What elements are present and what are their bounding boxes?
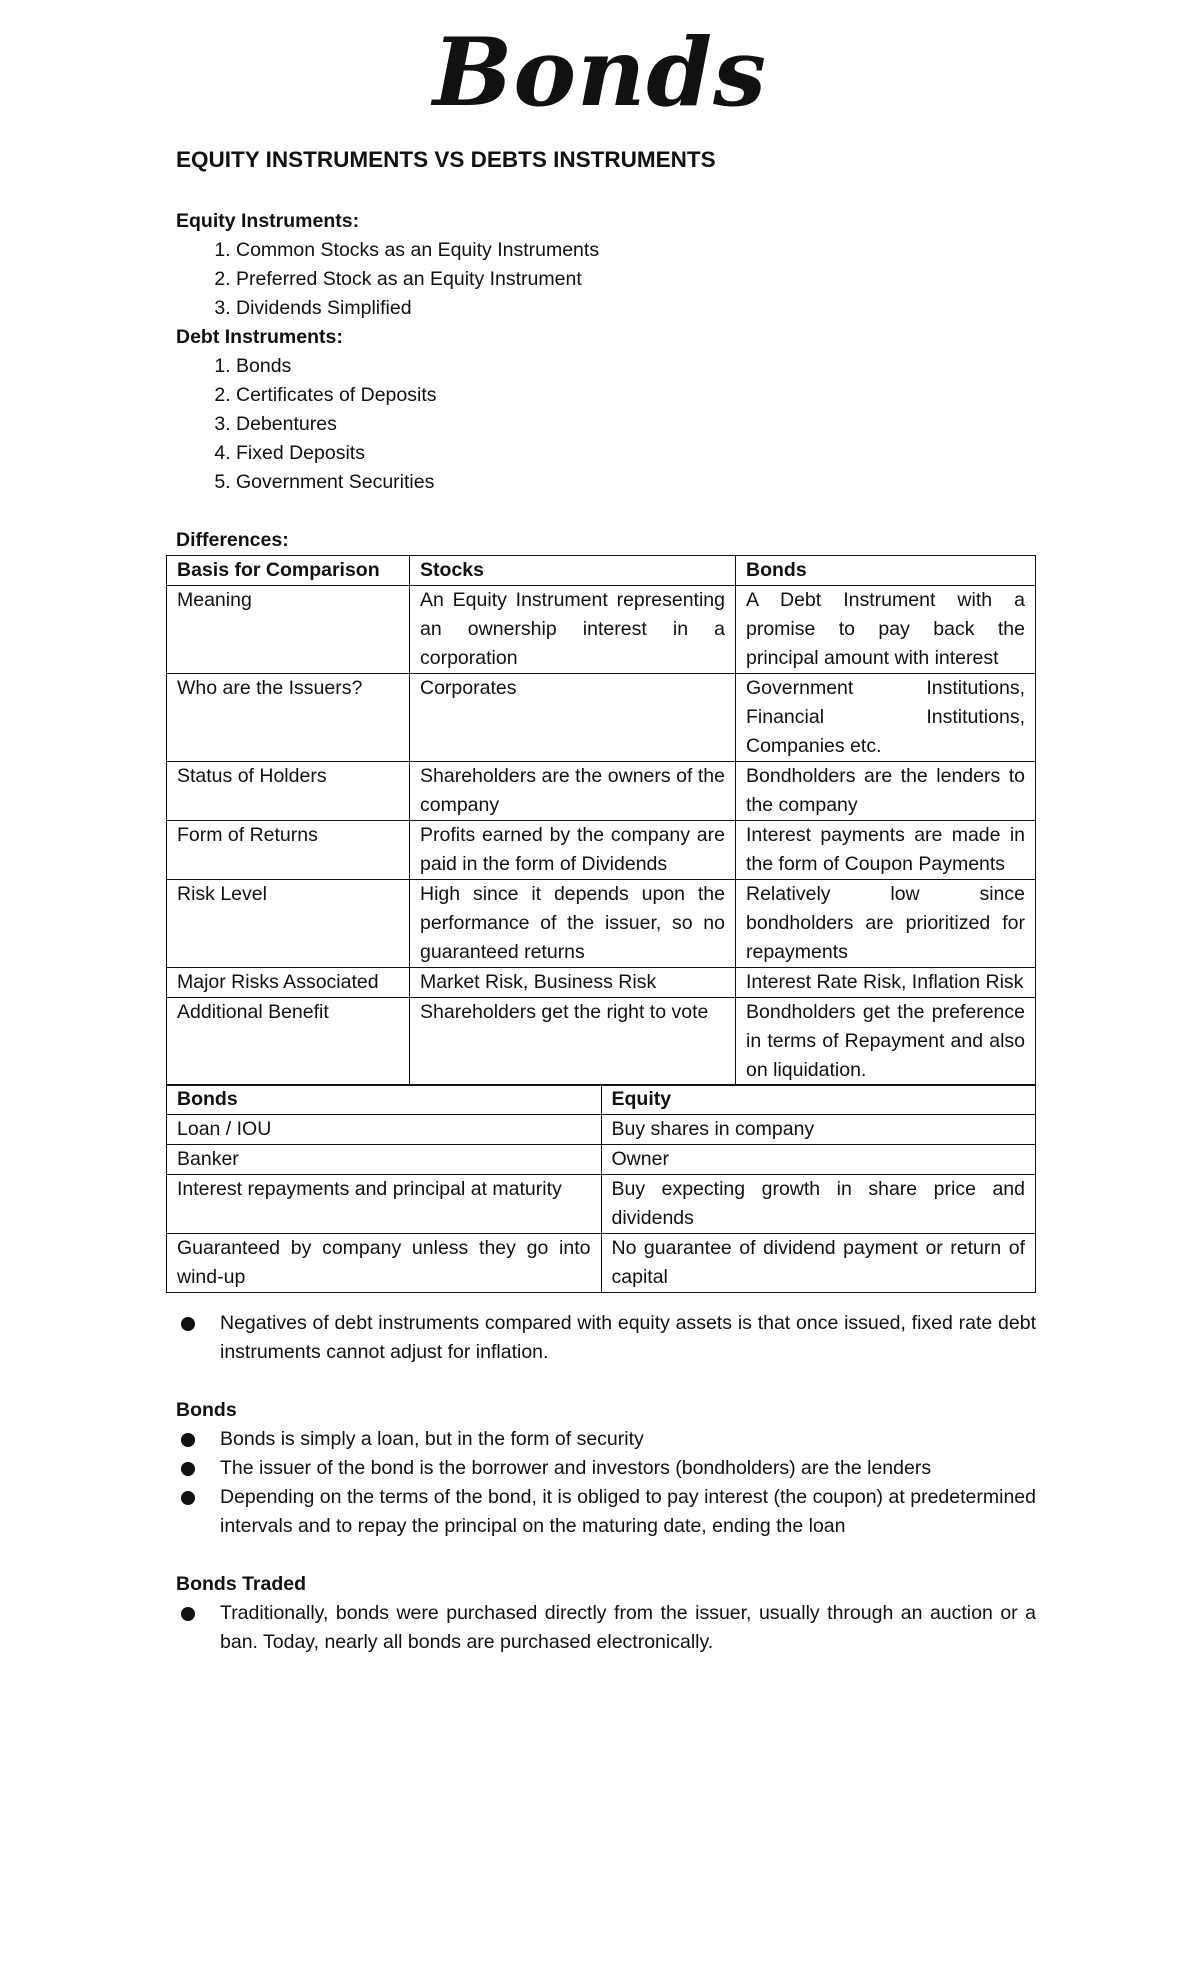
bonds-list [176,1425,1036,1541]
table-cell: Interest repayments and principal at maturity [167,1175,602,1234]
table-row [167,762,1036,821]
list-item: 5. Government Securities [236,468,1036,497]
table-cell: Profits earned by the company are paid in the form of Dividends [410,821,736,880]
document-content [176,142,1036,1657]
bullet-icon [181,1607,195,1621]
section-heading: EQUITY INSTRUMENTS VS DEBTS INSTRUMENTS [176,147,716,172]
bullet-icon [181,1491,195,1505]
table-cell: Bondholders get the preference in terms of Repayment and also on liquidation. [736,998,1036,1086]
bullet-text: Depending on the terms of the bond, it is obliged to pay interest (the coupon) at predetermined intervals and to repay the principal on the maturing date, ending the loan [220,1486,1036,1538]
list-item [176,1454,1036,1483]
list-item: 3. Debentures [236,410,1036,439]
bullet-icon [181,1462,195,1476]
table-row [167,586,1036,674]
table-cell: Corporates [410,674,736,762]
table-cell: Status of Holders [167,762,410,821]
table-cell: Buy expecting growth in share price and dividends [601,1175,1036,1234]
table-cell: Relatively low since bondholders are prioritized for repayments [736,880,1036,968]
table-row [167,821,1036,880]
table-header-cell: Stocks [410,556,736,586]
table-row [167,1115,1036,1145]
bullet-text: Traditionally, bonds were purchased directly from the issuer, usually through an auction or a ban. Today, nearly all bonds are purchased electronically. [220,1602,1036,1654]
bullet-icon [181,1433,195,1447]
document-title: Bonds [432,18,768,128]
table-cell: Bondholders are the lenders to the company [736,762,1036,821]
list-item: 1. Bonds [236,352,1036,381]
table-cell: Buy shares in company [601,1115,1036,1145]
table-row [167,1175,1036,1234]
bullet-text: The issuer of the bond is the borrower and investors (bondholders) are the lenders [220,1457,932,1480]
table-cell: Loan / IOU [167,1115,602,1145]
debt-heading: Debt Instruments: [176,326,343,348]
bonds-heading: Bonds [176,1399,237,1422]
differences-table [166,555,1036,1086]
table-cell: Form of Returns [167,821,410,880]
bonds-traded-list [176,1599,1036,1657]
table-cell: A Debt Instrument with a promise to pay back the principal amount with interest [736,586,1036,674]
differences-heading: Differences: [176,529,289,551]
debt-list [176,352,1036,497]
list-item: 2. Preferred Stock as an Equity Instrument [236,265,1036,294]
bullet-text: Bonds is simply a loan, but in the form of security [220,1428,644,1451]
table-cell: Government Institutions, Financial Institutions, Companies etc. [736,674,1036,762]
table-row [167,1234,1036,1293]
table-cell: High since it depends upon the performance of the issuer, so no guaranteed returns [410,880,736,968]
negatives-list [176,1309,1036,1367]
table-cell: Shareholders are the owners of the company [410,762,736,821]
list-item: 2. Certificates of Deposits [236,381,1036,410]
table-cell: Market Risk, Business Risk [410,968,736,998]
list-item [176,1309,1036,1367]
table-cell: Interest Rate Risk, Inflation Risk [736,968,1036,998]
list-item: 4. Fixed Deposits [236,439,1036,468]
list-item [176,1425,1036,1454]
table-cell: Interest payments are made in the form of Coupon Payments [736,821,1036,880]
bullet-icon [181,1317,195,1331]
table-header-row [167,556,1036,586]
table-row [167,1145,1036,1175]
bonds-traded-heading: Bonds Traded [176,1573,307,1596]
negatives-note: Negatives of debt instruments compared with equity assets is that once issued, fixed rate debt instruments cannot adjust for inflation. [220,1312,1036,1364]
table-row [167,880,1036,968]
table-header-cell: Basis for Comparison [167,556,410,586]
equity-list [176,236,1036,323]
table-cell: No guarantee of dividend payment or return of capital [601,1234,1036,1293]
table-cell: Major Risks Associated [167,968,410,998]
table-cell: Guaranteed by company unless they go into wind-up [167,1234,602,1293]
table-row [167,968,1036,998]
list-item: 1. Common Stocks as an Equity Instruments [236,236,1036,265]
table-cell: An Equity Instrument representing an ownership interest in a corporation [410,586,736,674]
table-header-row [167,1085,1036,1115]
table-header-cell: Equity [601,1085,1036,1115]
table-cell: Owner [601,1145,1036,1175]
table-cell: Who are the Issuers? [167,674,410,762]
table-cell: Risk Level [167,880,410,968]
table-cell: Banker [167,1145,602,1175]
bonds-vs-equity-table [166,1084,1036,1293]
table-row [167,998,1036,1086]
list-item [176,1599,1036,1657]
table-header-cell: Bonds [167,1085,602,1115]
list-item: 3. Dividends Simplified [236,294,1036,323]
table-row [167,674,1036,762]
table-cell: Additional Benefit [167,998,410,1086]
table-header-cell: Bonds [736,556,1036,586]
table-cell: Shareholders get the right to vote [410,998,736,1086]
equity-heading: Equity Instruments: [176,210,360,232]
table-cell: Meaning [167,586,410,674]
list-item [176,1483,1036,1541]
